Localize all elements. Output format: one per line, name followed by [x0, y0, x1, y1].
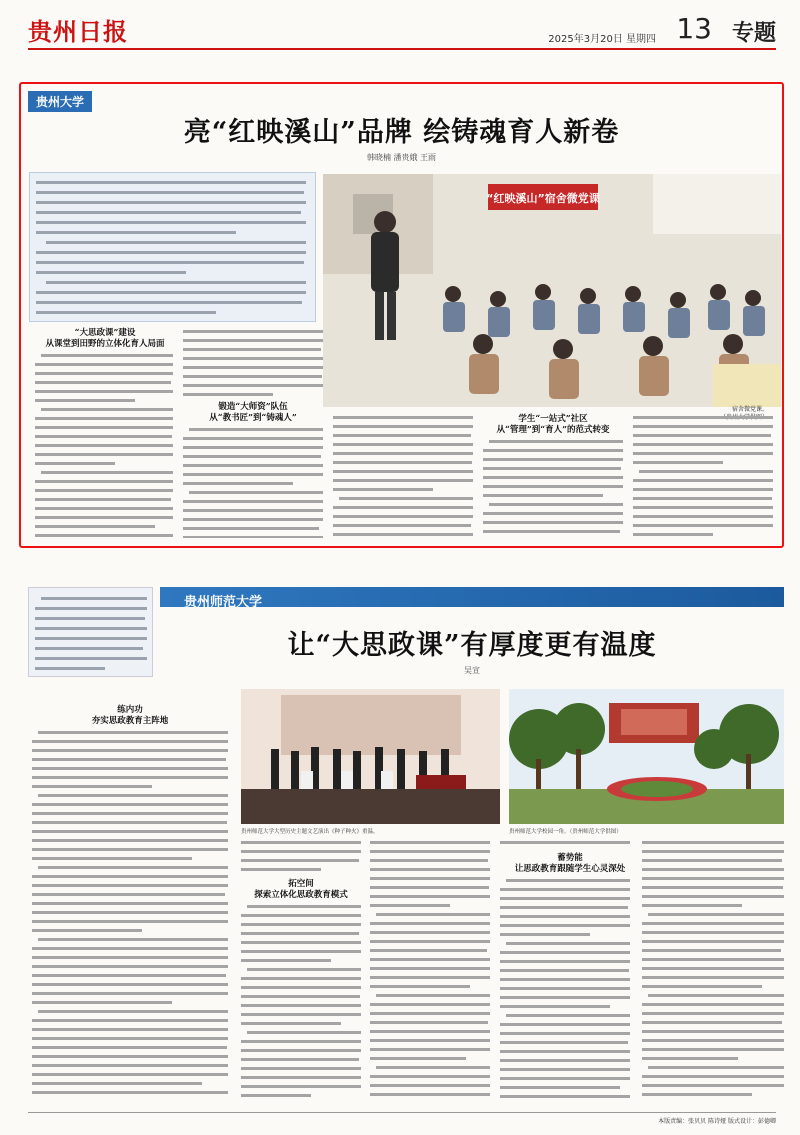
lead-paragraph-box — [29, 172, 316, 322]
photo-caption: 贵州师范大学大型历史主题文艺演出《种子种火》重温。 — [241, 829, 379, 835]
article-column — [500, 877, 630, 1099]
article-column — [241, 839, 361, 875]
page-number: 13 — [676, 12, 712, 45]
subhead-expand-space: 拓空间 探索立体化思政教育模式 — [254, 879, 348, 900]
subhead-internal-strength: 练内功 夯实思政教育主阵地 — [91, 705, 169, 726]
article-column — [32, 729, 228, 1099]
article-column — [633, 414, 773, 538]
page-footer-credits: 本版责编：张贝贝 陈诗娅 版式设计：彭德卿 — [28, 1112, 776, 1126]
photo-illustration — [323, 174, 781, 407]
article-column — [183, 426, 323, 538]
photo-illustration — [509, 689, 784, 824]
article-column — [642, 839, 784, 1099]
article-column — [483, 438, 623, 538]
article-column — [183, 328, 323, 398]
feature-article-guizhou-university — [19, 82, 784, 548]
subhead-student-community: 学生“一站式”社区 从“管理”到“育人”的范式转变 — [496, 414, 610, 435]
stage-performance-photo — [241, 689, 500, 824]
school-tag: 贵州大学 — [28, 91, 92, 112]
photo-caption: 宿舍微党课。 — [731, 406, 768, 413]
subhead-big-ideology-course: “大思政课”建设 从课堂到田野的立体化育人局面 — [45, 328, 165, 349]
article-column — [333, 414, 473, 538]
article-byline: 韩晓楠 潘贵娥 王雨 — [366, 153, 437, 162]
photo-banner-text: “红映溪山”宿舍微党课 — [486, 192, 600, 205]
article-title: 让“大思政课”有厚度更有温度 — [287, 630, 657, 661]
article-title: 亮“红映溪山”品牌 绘铸魂育人新卷 — [183, 117, 620, 148]
lead-text-lines — [36, 179, 306, 317]
school-tag: 贵州师范大学 — [184, 595, 263, 610]
feature-article-guizhou-normal-university — [28, 587, 784, 1107]
date-line: 2025年3月20日 星期四 — [548, 34, 656, 45]
article-column — [35, 352, 173, 538]
subhead-momentum: 蓄势能 让思政教育跟随学生心灵深处 — [514, 853, 626, 874]
article-byline: 吴宣 — [464, 666, 480, 675]
masthead — [28, 10, 776, 50]
newspaper-logo: 贵州日报 — [28, 17, 128, 46]
subhead-master-teachers: 锻造“大师资”队伍 从“教书匠”到“铸魂人” — [209, 402, 297, 423]
article-column — [241, 903, 361, 1099]
dorm-lecture-photo — [323, 174, 781, 407]
section-name: 专题 — [731, 21, 776, 46]
campus-photo — [509, 689, 784, 824]
article-column — [500, 839, 630, 851]
photo-illustration — [241, 689, 500, 824]
article-column — [370, 839, 490, 1099]
photo-caption: 贵州师范大学校园一角。（贵州师范大学供图） — [509, 829, 622, 835]
intro-box — [28, 587, 153, 677]
